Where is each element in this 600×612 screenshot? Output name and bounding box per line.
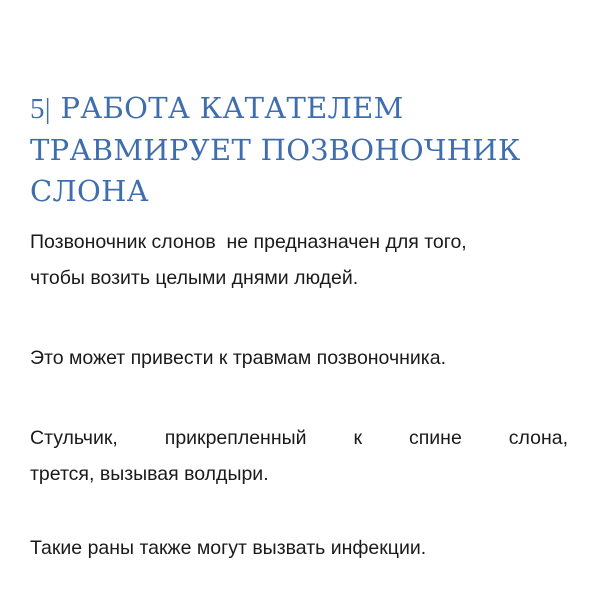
heading-number: 5| [30,93,51,125]
paragraph-injury: Это может привести к травмам позвоночника. [30,347,447,369]
heading-line-1: РАБОТА КАТАТЕЛЕМ [60,91,404,125]
heading-line-2: ТРАВМИРУЕТ ПОЗВОНОЧНИК [30,133,521,167]
paragraph-spine [30,224,568,296]
heading-line-3: СЛОНА [30,174,149,208]
paragraph-chair [30,420,568,492]
paragraph-infection: Такие раны также могут вызвать инфекции. [30,537,427,559]
paragraph-spine-line-2: чтобы возить целыми днями людей. [30,267,359,289]
paragraph-spine-line-1: Позвоночник слонов не предназначен для того, [30,231,467,253]
slide-heading [30,88,575,212]
paragraph-chair-line-2: трется, вызывая волдыри. [30,463,269,485]
paragraph-chair-line-1: Стульчик, прикрепленный к спине слона, [30,427,568,449]
